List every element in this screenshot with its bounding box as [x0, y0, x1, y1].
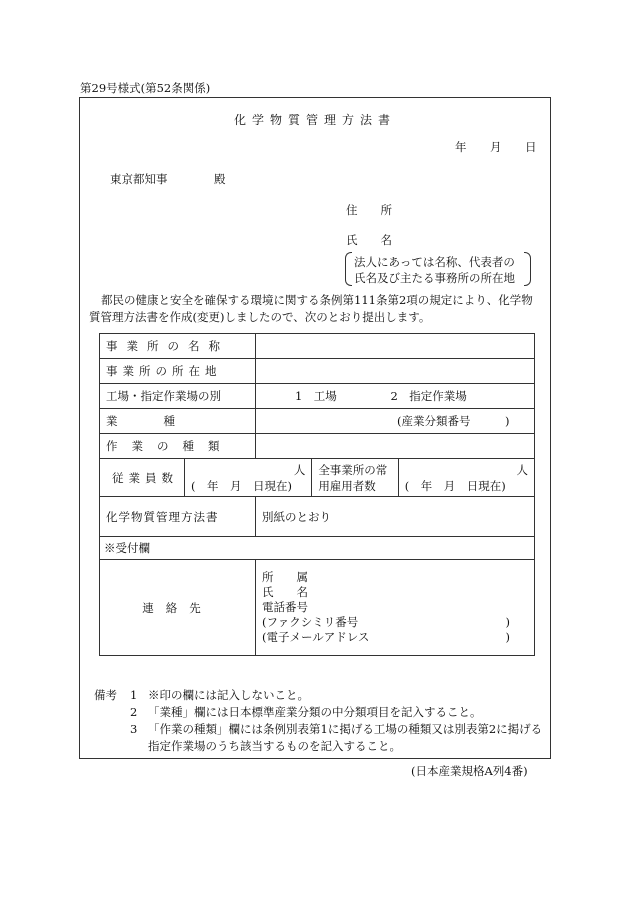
work-type-label: 作業の種類 — [100, 434, 256, 459]
application-table — [99, 333, 535, 656]
industry-field[interactable] — [255, 409, 534, 434]
office-name-label: 事業所の名称 — [100, 334, 256, 359]
intro-text-line1: 都民の健康と安全を確保する環境に関する条例第111条第2項の規定により、化学物 — [101, 293, 533, 307]
industry-label: 業 種 — [100, 409, 256, 434]
employees-date: ( 年 月 日現在) — [191, 478, 292, 493]
regular-employees-unit: 人 — [516, 462, 528, 477]
note-2: 2 「業種」欄には日本標準産業分類の中分類項目を記入すること。 — [130, 705, 482, 719]
employees-label: 従業員数 — [100, 459, 185, 497]
date-year: 年 — [455, 140, 467, 154]
note-3: 3 「作業の種類」欄には条例別表第1に掲げる工場の種類又は別表第2に掲げる — [130, 722, 543, 736]
corporate-note-line1: 法人にあっては名称、代表者の — [354, 255, 515, 269]
regular-employees-date: ( 年 月 日現在) — [404, 478, 506, 493]
office-address-label: 事業所の所在地 — [100, 359, 256, 384]
date-month: 月 — [490, 140, 502, 154]
employees-unit: 人 — [293, 462, 306, 477]
method-value: 別紙のとおり — [261, 509, 331, 524]
corporate-note-line2: 氏名及び主たる事務所の所在地 — [354, 271, 515, 285]
type-field[interactable] — [255, 384, 534, 409]
reception-label: ※受付欄 — [100, 537, 535, 560]
note-1: 備考 1 ※印の欄には記入しないこと。 — [94, 688, 309, 702]
type-label: 工場・指定作業場の別 — [100, 384, 256, 409]
regular-employees-label — [312, 459, 398, 497]
form-number: 第29号様式(第52条関係) — [80, 81, 211, 95]
type-option-factory[interactable]: 1 工場 — [294, 389, 337, 403]
method-label: 化学物質管理方法書 — [100, 497, 256, 537]
corporate-note — [345, 252, 531, 286]
regular-employees-field[interactable] — [398, 459, 534, 497]
office-address-field[interactable] — [255, 359, 534, 384]
contact-affiliation: 所 属 — [261, 570, 308, 584]
intro-text — [89, 292, 549, 326]
contact-phone: 電話番号 — [261, 600, 308, 614]
regular-employees-label-line2: 用雇用者数 — [318, 478, 376, 493]
industry-code: (産業分類番号 ) — [396, 414, 510, 428]
contact-field[interactable] — [255, 560, 534, 656]
office-name-field[interactable] — [255, 334, 534, 359]
employees-field[interactable] — [185, 459, 312, 497]
note-3-continuation: 指定作業場のうち該当するものを記入すること。 — [148, 739, 401, 753]
regular-employees-label-line1: 全事業所の常 — [318, 462, 388, 477]
notes — [94, 687, 542, 755]
contact-fax: (ファクシミリ番号 ) — [261, 615, 510, 629]
contact-email: (電子メールアドレス ) — [261, 630, 510, 644]
form-title: 化学物質管理方法書 — [233, 113, 396, 127]
intro-text-line2: 質管理方法書を作成(変更)しましたので、次のとおり提出します。 — [89, 310, 431, 324]
contact-name: 氏 名 — [261, 585, 308, 599]
type-option-workplace[interactable]: 2 指定作業場 — [390, 389, 467, 403]
address-label: 住 所 — [346, 203, 392, 217]
date-day: 日 — [525, 140, 537, 154]
name-label: 氏 名 — [346, 233, 392, 247]
method-field[interactable] — [255, 497, 534, 537]
footer-size-note: (日本産業規格A列4番) — [411, 764, 528, 778]
contact-label: 連絡先 — [100, 560, 256, 656]
addressee-name: 東京都知事 — [110, 172, 168, 186]
work-type-field[interactable] — [255, 434, 534, 459]
addressee-honorific: 殿 — [214, 172, 226, 186]
notes-label: 備考 — [94, 688, 117, 702]
